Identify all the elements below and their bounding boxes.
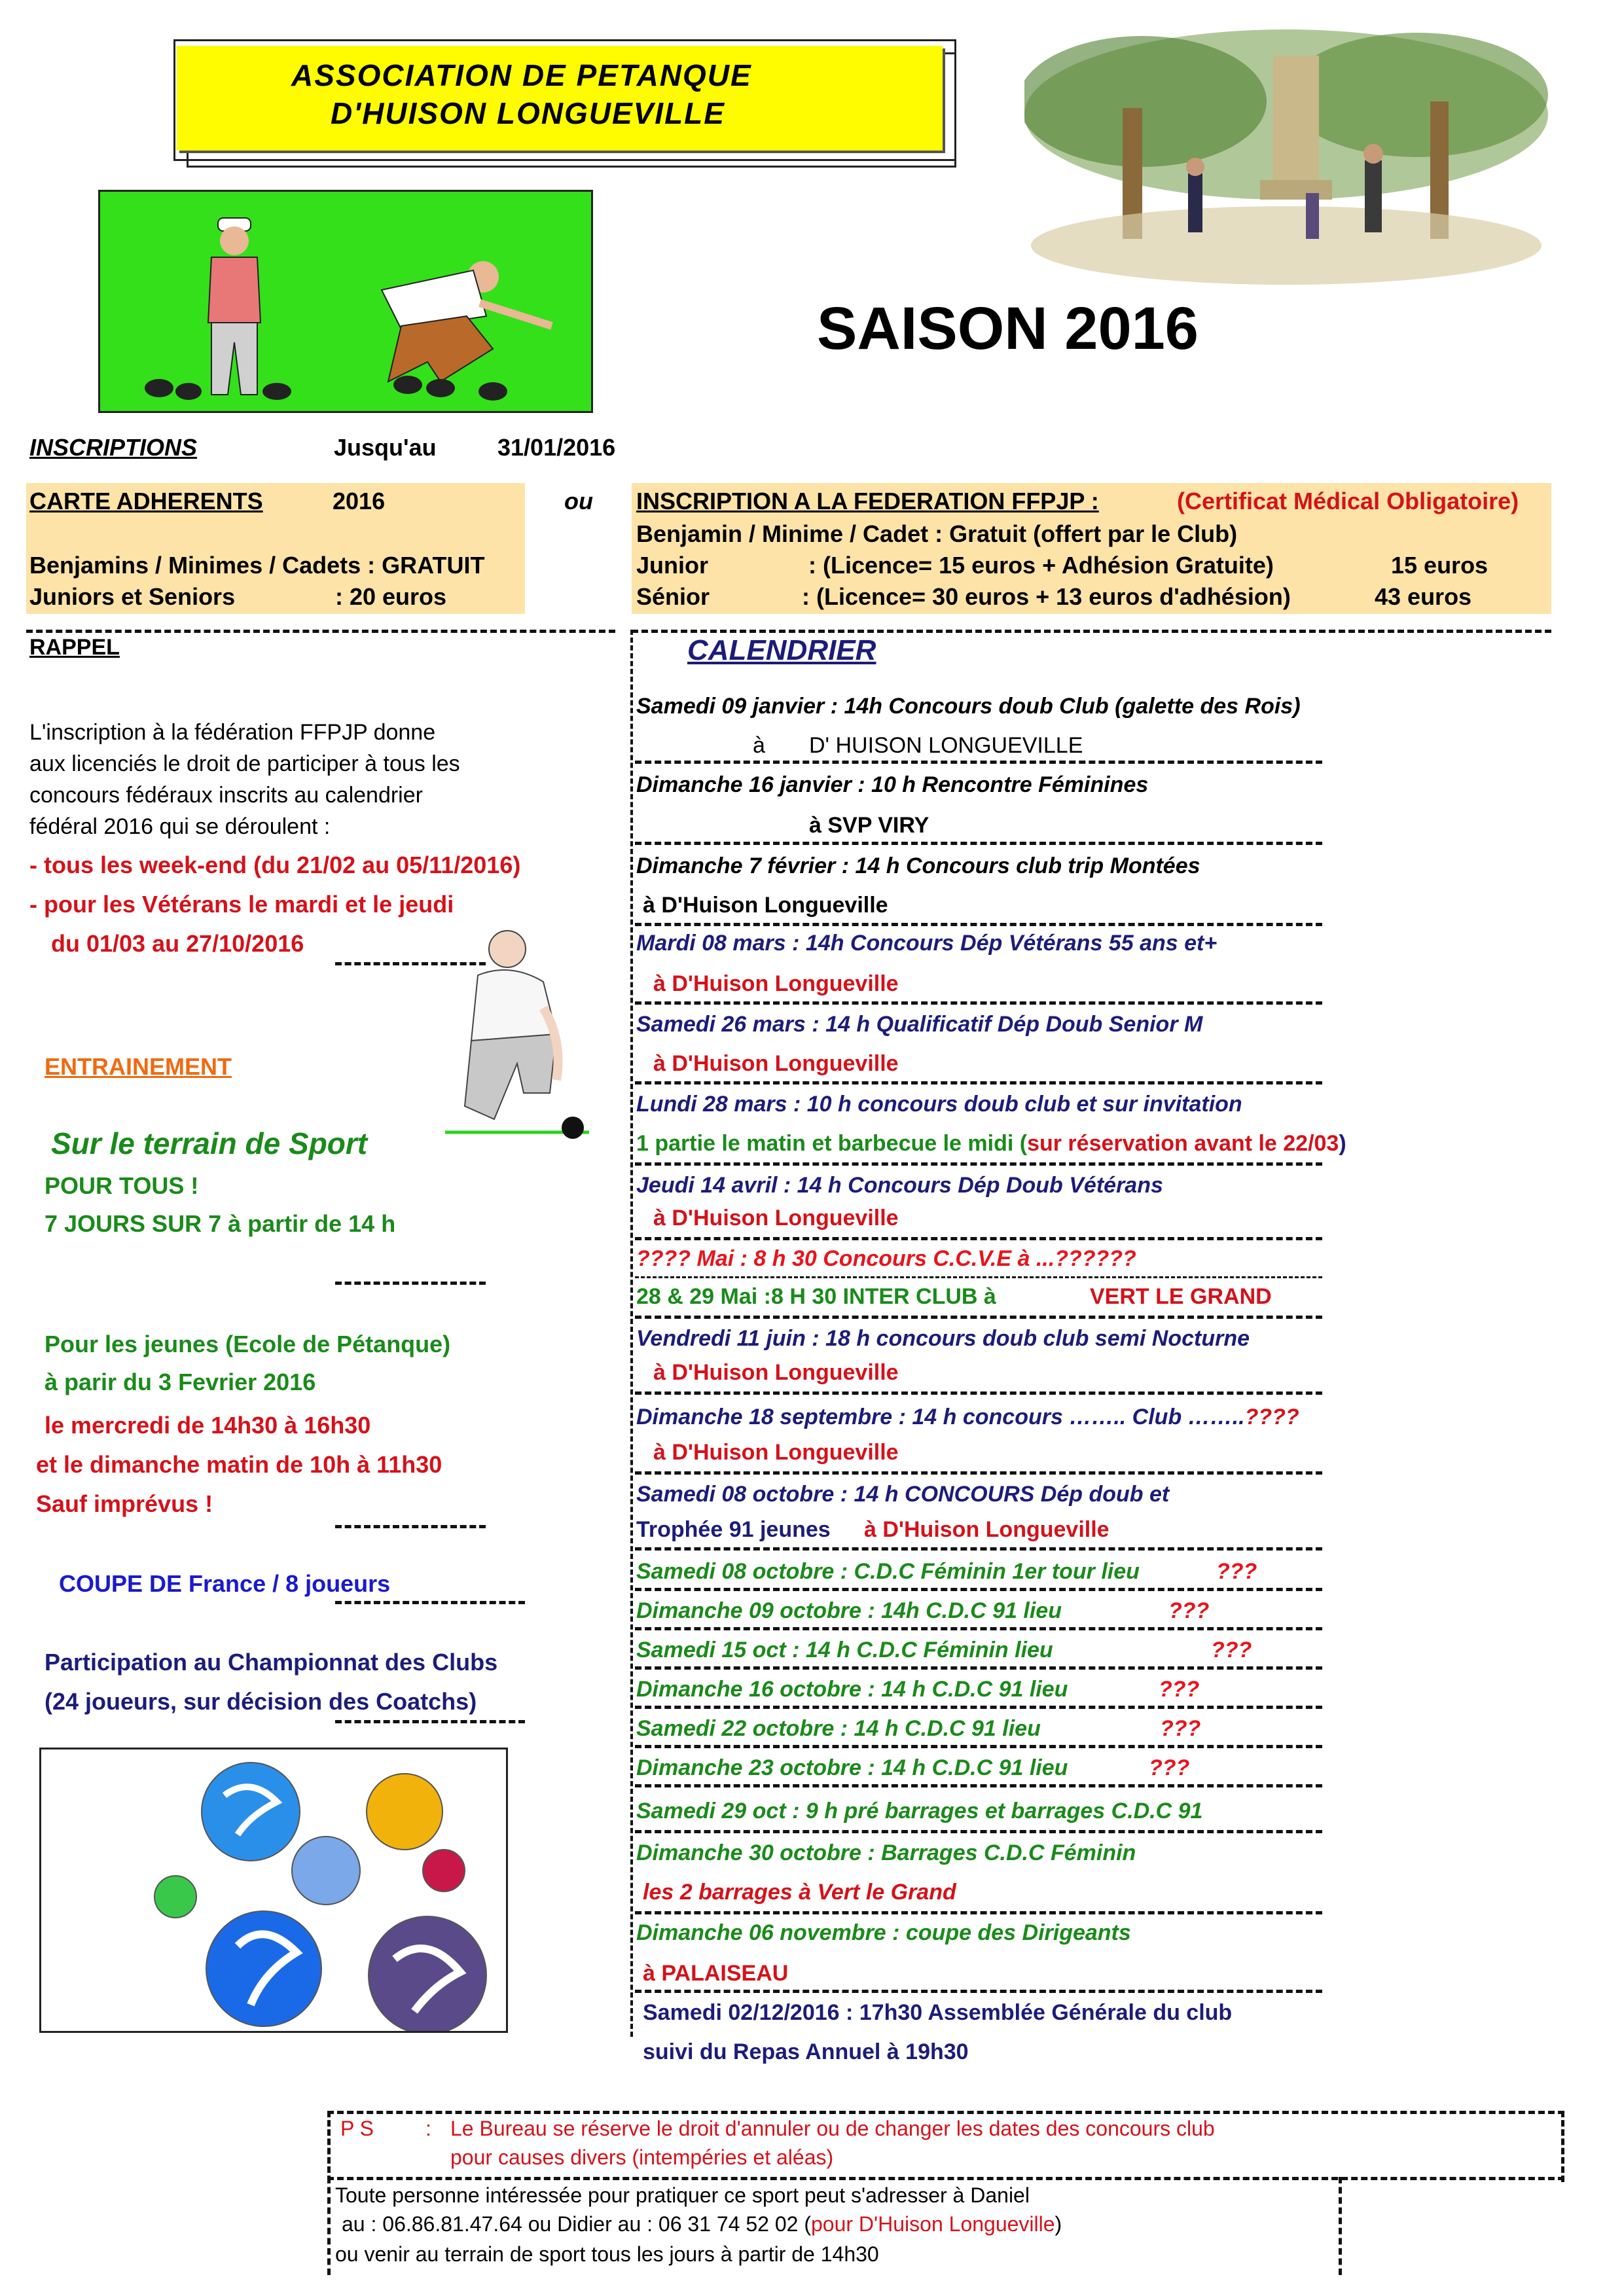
event-detail-part: sur réservation avant le 22/03 [1027,1131,1339,1156]
calendar-event: Samedi 22 octobre : 14 h C.D.C 91 lieu [636,1716,1041,1741]
coupe-de-france: COUPE DE France / 8 joueurs [59,1570,391,1597]
inscriptions-until-date: 31/01/2016 [497,434,616,461]
calendar-event: Dimanche 23 octobre : 14 h C.D.C 91 lieu [636,1755,1068,1780]
inscriptions-until-label: Jusqu'au [334,434,437,461]
calendar-event: Dimanche 16 janvier : 10 h Rencontre Féminines [636,772,1149,797]
contact-part: au : 06.86.81.47.64 ou Didier au : 06 31 74 52 02 ( [342,2212,811,2236]
calendar-event-place: à D'Huison Longueville [653,1440,899,1465]
jeunes-line3: le mercredi de 14h30 à 16h30 [45,1412,371,1439]
calendar-event: Vendredi 11 juin : 18 h concours doub club semi Nocturne [636,1326,1250,1351]
contact-text: Toute personne intéressée pour pratiquer ce sport peut s'adresser à Daniel [335,2183,1030,2207]
calendar-event: Samedi 02/12/2016 : 17h30 Assemblée Générale du club [643,2000,1233,2025]
ps-text: Le Bureau se réserve le droit d'annuler ou de changer les dates des concours club [450,2117,1215,2140]
crouching-player-illustration [432,923,602,1145]
header-title-line1: ASSOCIATION DE PETANQUE [291,58,752,92]
calendar-separator [635,1627,1322,1630]
carte-year: 2016 [333,488,386,514]
calendar-event: Dimanche 06 novembre : coupe des Dirigeants [636,1920,1131,1945]
federation-title: INSCRIPTION A LA FEDERATION FFPJP : [636,488,1099,514]
calendar-separator [635,1001,1322,1005]
calendar-event: Jeudi 14 avril : 14 h Concours Dép Doub Vétérans [636,1173,1163,1198]
championnat-line2: (24 joueurs, sur décision des Coatchs) [45,1688,477,1715]
contact-phone-line [342,2211,1062,2237]
rappel-text: fédéral 2016 qui se déroulent : [29,814,331,839]
calendar-separator [635,923,1322,926]
calendar-event: Samedi 08 octobre : 14 h CONCOURS Dép doub et [636,1482,1170,1507]
federation-note: (Certificat Médical Obligatoire) [1177,488,1519,514]
carte-line2-b: : 20 euros [335,583,447,610]
federation-row3-c: 43 euros [1375,583,1472,610]
calendar-separator [635,1081,1322,1085]
or-label: ou [564,488,593,514]
calendar-separator [635,1745,1322,1748]
calendar-separator [635,1784,1322,1787]
calendar-event-place: à D'Huison Longueville [653,1051,899,1076]
pour-tous: POUR TOUS ! [45,1172,199,1199]
carte-title: CARTE ADHERENTS [29,488,263,514]
calendar-event [636,1283,996,1310]
calendar-event-place: D' HUISON LONGUEVILLE [809,733,1083,758]
event-part: Trophée 91 jeunes [636,1517,831,1542]
calendar-separator [635,1391,1322,1395]
inscriptions-label: INSCRIPTIONS [29,434,198,461]
event-part: ??? [1216,1559,1257,1584]
calendar-event: Samedi 26 mars : 14 h Qualificatif Dép Doub Senior M [636,1012,1203,1037]
jeunes-line1: Pour les jeunes (Ecole de Pétanque) [45,1331,451,1357]
event-part: ??? [1159,1677,1200,1702]
federation-row3-a: Sénior [636,583,710,610]
calendar-separator [635,1471,1322,1475]
event-part: Dimanche 18 septembre : 14 h concours …….. Club …….. [636,1405,1245,1429]
contact-part: pour D'Huison Longueville [810,2212,1055,2236]
rappel-veterans-dates: du 01/03 au 27/10/2016 [51,930,304,957]
event-part: ??? [1211,1638,1252,1662]
calendar-separator [635,1237,1322,1240]
rappel-text: aux licenciés le droit de participer à tous les [29,751,460,776]
jours-label: 7 JOURS SUR 7 à partir de 14 h [45,1210,396,1237]
rappel-title: RAPPEL [29,635,120,660]
rappel-text: L'inscription à la fédération FFPJP donne [29,720,436,745]
divider [26,630,615,633]
header-frame [173,39,959,164]
calendar-event: Samedi 09 janvier : 14h Concours doub Club (galette des Rois) [636,694,1301,719]
event-part: à D'Huison Longueville [864,1517,1110,1542]
event-part: ??? [1149,1755,1190,1780]
rappel-veterans: - pour les Vétérans le mardi et le jeudi [29,891,454,918]
calendar-separator [635,1588,1322,1591]
calendar-event-place: à SVP VIRY [809,813,929,838]
divider [335,1601,525,1604]
calendar-event: Samedi 15 oct : 14 h C.D.C Féminin lieu [636,1638,1053,1662]
rappel-text: concours fédéraux inscrits au calendrier [29,783,423,808]
calendar-event-place: à D'Huison Longueville [653,971,899,996]
calendar-title: CALENDRIER [687,634,876,666]
divider [335,1282,486,1285]
calendar-event-place: à D'Huison Longueville [653,1360,899,1385]
calendar-separator [635,1547,1322,1551]
petanque-balls-illustration [39,1748,508,2033]
calendar-event: Samedi 08 octobre : C.D.C Féminin 1er tour lieu [636,1559,1140,1584]
calendar-separator [635,761,1322,764]
jeunes-line2: à parir du 3 Fevrier 2016 [45,1369,316,1395]
calendar-separator [635,842,1322,845]
calendar-event: Lundi 28 mars : 10 h concours doub club et sur invitation [636,1092,1242,1117]
event-part: 28 & 29 Mai :8 H 30 INTER CLUB à [636,1284,996,1309]
ps-label: P S [340,2117,374,2140]
contact-text: ou venir au terrain de sport tous les jours à partir de 14h30 [335,2242,879,2266]
event-detail-part: ) [1339,1131,1346,1156]
calendar-event: Dimanche 30 octobre : Barrages C.D.C Féminin [636,1840,1136,1865]
carte-line2-a: Juniors et Seniors [29,583,236,610]
calendar-event: Samedi 29 oct : 9 h pré barrages et barrages C.D.C 91 [636,1799,1203,1823]
calendar-separator [635,1911,1322,1914]
divider [335,1720,525,1723]
season-title: SAISON 2016 [817,295,1199,362]
event-part: ???? [1244,1405,1299,1429]
column-divider [630,630,633,2037]
rappel-weekend: - tous les week-end (du 21/02 au 05/11/2016) [29,852,521,878]
federation-row2-b: : (Licence= 15 euros + Adhésion Gratuite) [808,552,1274,579]
event-part: ??? [1160,1716,1201,1741]
calendar-event-place: à D'Huison Longueville [653,1206,899,1230]
calendar-separator [635,1666,1322,1670]
federation-row1: Benjamin / Minime / Cadet : Gratuit (offert par le Club) [636,520,1238,547]
calendar-separator [635,1162,1322,1166]
calendar-separator [635,1830,1322,1833]
calendar-event-detail: suivi du Repas Annuel à 19h30 [643,2039,969,2064]
championnat-line1: Participation au Championnat des Clubs [45,1649,498,1676]
entrainement-title: ENTRAINEMENT [45,1053,232,1080]
calendar-separator [635,1990,1322,1993]
event-detail-part: 1 partie le matin et barbecue le midi ( [636,1131,1028,1156]
event-part: VERT LE GRAND [1090,1284,1272,1309]
calendar-event-detail [636,1516,831,1543]
calendar-separator [635,1276,1322,1278]
federation-row2-c: 15 euros [1391,552,1489,579]
calendar-separator [635,1706,1322,1709]
federation-row2-a: Junior [636,552,709,579]
calendar-event: Dimanche 7 février : 14 h Concours club trip Montées [636,853,1200,878]
event-part: ??? [1168,1598,1210,1623]
divider [335,1525,486,1528]
calendar-separator [635,1316,1322,1319]
terrain-label: Sur le terrain de Sport [51,1126,368,1160]
ps-colon: : [425,2117,431,2140]
carte-line1: Benjamins / Minimes / Cadets : GRATUIT [29,552,485,579]
jeunes-line5: Sauf imprévus ! [36,1490,213,1517]
calendar-event-place: à [753,733,765,758]
calendar-event: Dimanche 16 octobre : 14 h C.D.C 91 lieu [636,1677,1068,1702]
jeunes-line4: et le dimanche matin de 10h à 11h30 [36,1451,442,1478]
calendar-event [636,1403,1299,1431]
calendar-event-detail [636,1130,1346,1157]
header-title-line2: D'HUISON LONGUEVILLE [331,96,725,130]
divider [632,630,1551,633]
calendar-event-place: à PALAISEAU [643,1961,789,1986]
calendar-event: Dimanche 09 octobre : 14h C.D.C 91 lieu [636,1598,1062,1623]
calendar-event: ???? Mai : 8 h 30 Concours C.C.V.E à ...?????? [636,1246,1136,1271]
federation-row3-b: : (Licence= 30 euros + 13 euros d'adhésion) [802,583,1291,610]
players-illustration [98,190,593,413]
contact-part: ) [1055,2212,1062,2236]
park-scene-illustration [1024,29,1548,288]
ps-text: pour causes divers (intempéries et aléas) [450,2145,834,2169]
calendar-event-place: les 2 barrages à Vert le Grand [643,1880,956,1905]
calendar-event-place: à D'Huison Longueville [643,893,888,918]
calendar-event: Mardi 08 mars : 14h Concours Dép Vétérans 55 ans et+ [636,931,1218,956]
